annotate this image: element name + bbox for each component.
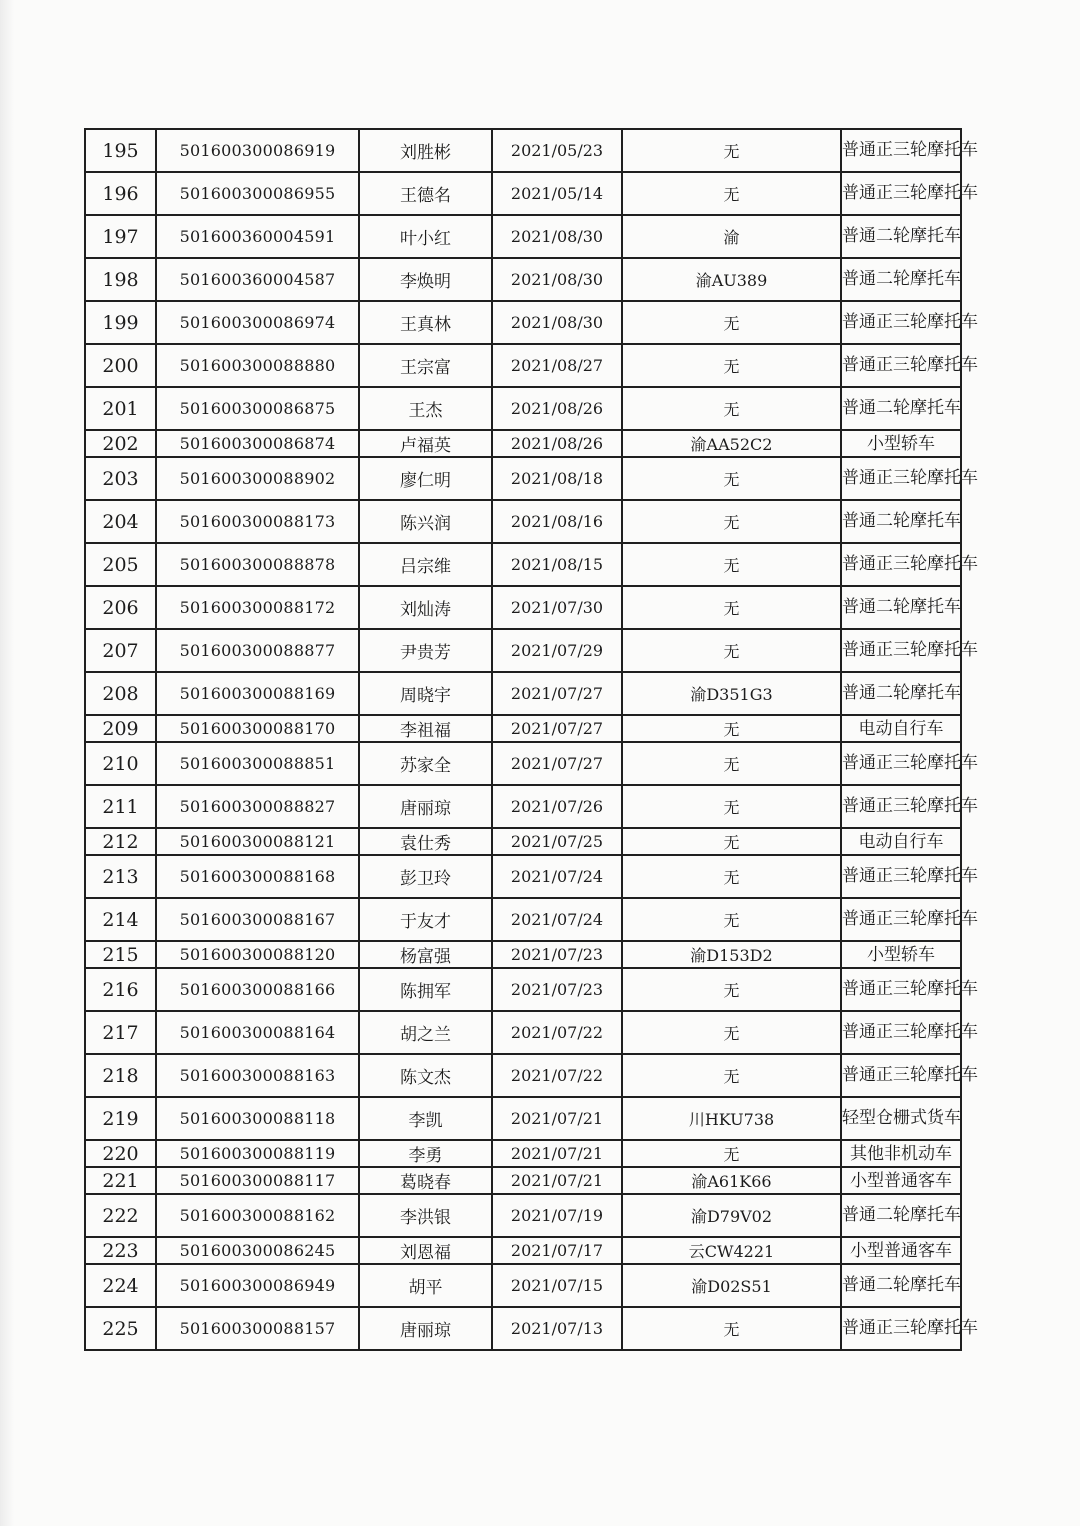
table-body bbox=[85, 129, 978, 1350]
vehicle-type: 普通二轮摩托车 bbox=[841, 672, 961, 715]
record-date: 2021/08/26 bbox=[492, 387, 622, 430]
vehicle-type: 普通正三轮摩托车 bbox=[841, 1307, 961, 1350]
plate-number: 无 bbox=[622, 785, 841, 828]
table-row bbox=[85, 1167, 961, 1194]
record-date: 2021/07/23 bbox=[492, 941, 622, 968]
row-number: 204 bbox=[85, 500, 156, 543]
plate-number: 渝D351G3 bbox=[622, 672, 841, 715]
record-date: 2021/07/22 bbox=[492, 1011, 622, 1054]
table-row bbox=[85, 898, 961, 941]
table-row bbox=[85, 941, 961, 968]
record-date: 2021/08/30 bbox=[492, 215, 622, 258]
row-number: 215 bbox=[85, 941, 156, 968]
row-number: 216 bbox=[85, 968, 156, 1011]
record-date: 2021/07/26 bbox=[492, 785, 622, 828]
record-id: 501600300088168 bbox=[156, 855, 359, 898]
vehicle-type: 小型轿车 bbox=[841, 430, 961, 457]
table-row bbox=[85, 301, 961, 344]
vehicle-record-table bbox=[84, 128, 978, 1351]
plate-number: 无 bbox=[622, 968, 841, 1011]
record-id: 501600300088170 bbox=[156, 715, 359, 742]
vehicle-type: 普通二轮摩托车 bbox=[841, 215, 961, 258]
table-row bbox=[85, 129, 961, 172]
record-id: 501600300088827 bbox=[156, 785, 359, 828]
record-id: 501600300088120 bbox=[156, 941, 359, 968]
record-date: 2021/07/24 bbox=[492, 855, 622, 898]
scan-edge-shadow bbox=[0, 0, 14, 1526]
vehicle-type: 其他非机动车 bbox=[841, 1140, 961, 1167]
record-date: 2021/08/27 bbox=[492, 344, 622, 387]
plate-number: 无 bbox=[622, 543, 841, 586]
vehicle-type: 小型普通客车 bbox=[841, 1237, 961, 1264]
plate-number: 无 bbox=[622, 1307, 841, 1350]
record-id: 501600300088166 bbox=[156, 968, 359, 1011]
record-date: 2021/07/21 bbox=[492, 1140, 622, 1167]
row-number: 209 bbox=[85, 715, 156, 742]
plate-number: 渝AU389 bbox=[622, 258, 841, 301]
vehicle-type: 电动自行车 bbox=[841, 828, 961, 855]
vehicle-type: 普通正三轮摩托车 bbox=[841, 968, 961, 1011]
record-date: 2021/07/27 bbox=[492, 742, 622, 785]
vehicle-type: 普通正三轮摩托车 bbox=[841, 301, 961, 344]
plate-number: 渝D02S51 bbox=[622, 1264, 841, 1307]
record-id: 501600300088173 bbox=[156, 500, 359, 543]
vehicle-type: 普通正三轮摩托车 bbox=[841, 855, 961, 898]
record-id: 501600300088851 bbox=[156, 742, 359, 785]
plate-number: 云CW4221 bbox=[622, 1237, 841, 1264]
record-date: 2021/05/23 bbox=[492, 129, 622, 172]
row-number: 225 bbox=[85, 1307, 156, 1350]
plate-number: 渝AA52C2 bbox=[622, 430, 841, 457]
vehicle-type: 普通正三轮摩托车 bbox=[841, 129, 961, 172]
table-row bbox=[85, 586, 961, 629]
plate-number: 无 bbox=[622, 828, 841, 855]
row-number: 220 bbox=[85, 1140, 156, 1167]
record-date: 2021/07/13 bbox=[492, 1307, 622, 1350]
person-name: 彭卫玲 bbox=[359, 855, 492, 898]
table-row bbox=[85, 344, 961, 387]
vehicle-type: 普通正三轮摩托车 bbox=[841, 172, 961, 215]
plate-number: 渝D79V02 bbox=[622, 1194, 841, 1237]
record-id: 501600300088119 bbox=[156, 1140, 359, 1167]
vehicle-type: 普通二轮摩托车 bbox=[841, 258, 961, 301]
record-date: 2021/07/27 bbox=[492, 715, 622, 742]
plate-number: 无 bbox=[622, 344, 841, 387]
table-row bbox=[85, 785, 961, 828]
plate-number: 无 bbox=[622, 500, 841, 543]
record-date: 2021/07/27 bbox=[492, 672, 622, 715]
vehicle-type: 普通正三轮摩托车 bbox=[841, 742, 961, 785]
record-date: 2021/07/24 bbox=[492, 898, 622, 941]
plate-number: 无 bbox=[622, 172, 841, 215]
person-name: 陈兴润 bbox=[359, 500, 492, 543]
vehicle-type: 普通正三轮摩托车 bbox=[841, 629, 961, 672]
vehicle-type: 普通二轮摩托车 bbox=[841, 1194, 961, 1237]
person-name: 周晓宇 bbox=[359, 672, 492, 715]
person-name: 李凯 bbox=[359, 1097, 492, 1140]
table-row bbox=[85, 1011, 961, 1054]
vehicle-type: 普通正三轮摩托车 bbox=[841, 785, 961, 828]
record-id: 501600300086245 bbox=[156, 1237, 359, 1264]
row-number: 218 bbox=[85, 1054, 156, 1097]
table-row bbox=[85, 1097, 961, 1140]
plate-number: 无 bbox=[622, 129, 841, 172]
plate-number: 渝D153D2 bbox=[622, 941, 841, 968]
record-date: 2021/07/17 bbox=[492, 1237, 622, 1264]
record-id: 501600300086875 bbox=[156, 387, 359, 430]
person-name: 廖仁明 bbox=[359, 457, 492, 500]
person-name: 陈文杰 bbox=[359, 1054, 492, 1097]
plate-number: 川HKU738 bbox=[622, 1097, 841, 1140]
plate-number: 无 bbox=[622, 387, 841, 430]
plate-number: 无 bbox=[622, 1011, 841, 1054]
person-name: 王宗富 bbox=[359, 344, 492, 387]
record-id: 501600300088162 bbox=[156, 1194, 359, 1237]
record-date: 2021/07/25 bbox=[492, 828, 622, 855]
plate-number: 无 bbox=[622, 855, 841, 898]
record-id: 501600300088157 bbox=[156, 1307, 359, 1350]
record-id: 501600300088163 bbox=[156, 1054, 359, 1097]
table-row bbox=[85, 430, 961, 457]
row-number: 211 bbox=[85, 785, 156, 828]
table-row bbox=[85, 1264, 961, 1307]
table-row bbox=[85, 629, 961, 672]
record-date: 2021/07/29 bbox=[492, 629, 622, 672]
row-number: 213 bbox=[85, 855, 156, 898]
person-name: 李勇 bbox=[359, 1140, 492, 1167]
plate-number: 渝A61K66 bbox=[622, 1167, 841, 1194]
record-date: 2021/07/23 bbox=[492, 968, 622, 1011]
vehicle-type: 电动自行车 bbox=[841, 715, 961, 742]
table-row bbox=[85, 172, 961, 215]
vehicle-type: 普通正三轮摩托车 bbox=[841, 898, 961, 941]
record-id: 501600300088164 bbox=[156, 1011, 359, 1054]
table-row bbox=[85, 672, 961, 715]
record-date: 2021/08/15 bbox=[492, 543, 622, 586]
record-id: 501600300088902 bbox=[156, 457, 359, 500]
person-name: 王杰 bbox=[359, 387, 492, 430]
row-number: 197 bbox=[85, 215, 156, 258]
record-id: 501600300088167 bbox=[156, 898, 359, 941]
row-number: 214 bbox=[85, 898, 156, 941]
person-name: 吕宗维 bbox=[359, 543, 492, 586]
record-id: 501600300086874 bbox=[156, 430, 359, 457]
vehicle-type: 普通正三轮摩托车 bbox=[841, 457, 961, 500]
plate-number: 无 bbox=[622, 898, 841, 941]
person-name: 于友才 bbox=[359, 898, 492, 941]
person-name: 李洪银 bbox=[359, 1194, 492, 1237]
person-name: 唐丽琼 bbox=[359, 1307, 492, 1350]
table-row bbox=[85, 457, 961, 500]
record-date: 2021/08/30 bbox=[492, 301, 622, 344]
row-number: 200 bbox=[85, 344, 156, 387]
person-name: 唐丽琼 bbox=[359, 785, 492, 828]
person-name: 刘胜彬 bbox=[359, 129, 492, 172]
vehicle-type: 轻型仓栅式货车 bbox=[841, 1097, 961, 1140]
person-name: 卢福英 bbox=[359, 430, 492, 457]
plate-number: 无 bbox=[622, 629, 841, 672]
record-date: 2021/07/21 bbox=[492, 1097, 622, 1140]
person-name: 葛晓春 bbox=[359, 1167, 492, 1194]
record-id: 501600300088877 bbox=[156, 629, 359, 672]
table-row bbox=[85, 387, 961, 430]
person-name: 苏家全 bbox=[359, 742, 492, 785]
record-date: 2021/07/19 bbox=[492, 1194, 622, 1237]
record-id: 501600300086919 bbox=[156, 129, 359, 172]
row-number: 212 bbox=[85, 828, 156, 855]
table-row bbox=[85, 258, 961, 301]
record-date: 2021/08/18 bbox=[492, 457, 622, 500]
person-name: 袁仕秀 bbox=[359, 828, 492, 855]
row-number: 223 bbox=[85, 1237, 156, 1264]
plate-number: 无 bbox=[622, 586, 841, 629]
row-number: 206 bbox=[85, 586, 156, 629]
plate-number: 无 bbox=[622, 301, 841, 344]
vehicle-type: 普通正三轮摩托车 bbox=[841, 1054, 961, 1097]
row-number: 196 bbox=[85, 172, 156, 215]
person-name: 刘灿涛 bbox=[359, 586, 492, 629]
record-id: 501600300088172 bbox=[156, 586, 359, 629]
row-number: 210 bbox=[85, 742, 156, 785]
table-row bbox=[85, 215, 961, 258]
record-date: 2021/05/14 bbox=[492, 172, 622, 215]
record-id: 501600300088117 bbox=[156, 1167, 359, 1194]
person-name: 胡平 bbox=[359, 1264, 492, 1307]
row-number: 207 bbox=[85, 629, 156, 672]
row-number: 203 bbox=[85, 457, 156, 500]
record-id: 501600300088169 bbox=[156, 672, 359, 715]
row-number: 219 bbox=[85, 1097, 156, 1140]
row-number: 222 bbox=[85, 1194, 156, 1237]
vehicle-type: 普通正三轮摩托车 bbox=[841, 344, 961, 387]
record-id: 501600360004587 bbox=[156, 258, 359, 301]
vehicle-type: 小型普通客车 bbox=[841, 1167, 961, 1194]
row-number: 217 bbox=[85, 1011, 156, 1054]
row-number: 221 bbox=[85, 1167, 156, 1194]
record-id: 501600300086955 bbox=[156, 172, 359, 215]
record-date: 2021/07/22 bbox=[492, 1054, 622, 1097]
vehicle-type: 普通正三轮摩托车 bbox=[841, 543, 961, 586]
table-row bbox=[85, 715, 961, 742]
record-id: 501600300088118 bbox=[156, 1097, 359, 1140]
table-row bbox=[85, 742, 961, 785]
record-id: 501600300086949 bbox=[156, 1264, 359, 1307]
person-name: 王真林 bbox=[359, 301, 492, 344]
table-row bbox=[85, 1307, 961, 1350]
row-number: 224 bbox=[85, 1264, 156, 1307]
row-number: 198 bbox=[85, 258, 156, 301]
vehicle-type: 普通正三轮摩托车 bbox=[841, 1011, 961, 1054]
row-number: 205 bbox=[85, 543, 156, 586]
vehicle-type: 普通二轮摩托车 bbox=[841, 387, 961, 430]
row-number: 195 bbox=[85, 129, 156, 172]
table-row bbox=[85, 1140, 961, 1167]
person-name: 刘恩福 bbox=[359, 1237, 492, 1264]
person-name: 李焕明 bbox=[359, 258, 492, 301]
table-row bbox=[85, 500, 961, 543]
person-name: 叶小红 bbox=[359, 215, 492, 258]
plate-number: 无 bbox=[622, 1054, 841, 1097]
plate-number: 无 bbox=[622, 715, 841, 742]
person-name: 王德名 bbox=[359, 172, 492, 215]
record-id: 501600300088121 bbox=[156, 828, 359, 855]
row-number: 202 bbox=[85, 430, 156, 457]
record-date: 2021/07/15 bbox=[492, 1264, 622, 1307]
plate-number: 无 bbox=[622, 1140, 841, 1167]
table-row bbox=[85, 828, 961, 855]
plate-number: 无 bbox=[622, 742, 841, 785]
person-name: 杨富强 bbox=[359, 941, 492, 968]
table-row bbox=[85, 855, 961, 898]
row-number: 201 bbox=[85, 387, 156, 430]
record-date: 2021/08/30 bbox=[492, 258, 622, 301]
plate-number: 渝 bbox=[622, 215, 841, 258]
record-id: 501600300086974 bbox=[156, 301, 359, 344]
record-date: 2021/08/16 bbox=[492, 500, 622, 543]
person-name: 胡之兰 bbox=[359, 1011, 492, 1054]
table-row bbox=[85, 1237, 961, 1264]
person-name: 尹贵芳 bbox=[359, 629, 492, 672]
record-id: 501600360004591 bbox=[156, 215, 359, 258]
record-date: 2021/08/26 bbox=[492, 430, 622, 457]
vehicle-type: 普通二轮摩托车 bbox=[841, 1264, 961, 1307]
record-id: 501600300088878 bbox=[156, 543, 359, 586]
table-row bbox=[85, 968, 961, 1011]
record-id: 501600300088880 bbox=[156, 344, 359, 387]
row-number: 208 bbox=[85, 672, 156, 715]
person-name: 陈拥军 bbox=[359, 968, 492, 1011]
record-date: 2021/07/21 bbox=[492, 1167, 622, 1194]
vehicle-type: 普通二轮摩托车 bbox=[841, 500, 961, 543]
table-row bbox=[85, 1194, 961, 1237]
row-number: 199 bbox=[85, 301, 156, 344]
person-name: 李祖福 bbox=[359, 715, 492, 742]
table-row bbox=[85, 543, 961, 586]
vehicle-type: 普通二轮摩托车 bbox=[841, 586, 961, 629]
record-date: 2021/07/30 bbox=[492, 586, 622, 629]
table-row bbox=[85, 1054, 961, 1097]
vehicle-type: 小型轿车 bbox=[841, 941, 961, 968]
plate-number: 无 bbox=[622, 457, 841, 500]
